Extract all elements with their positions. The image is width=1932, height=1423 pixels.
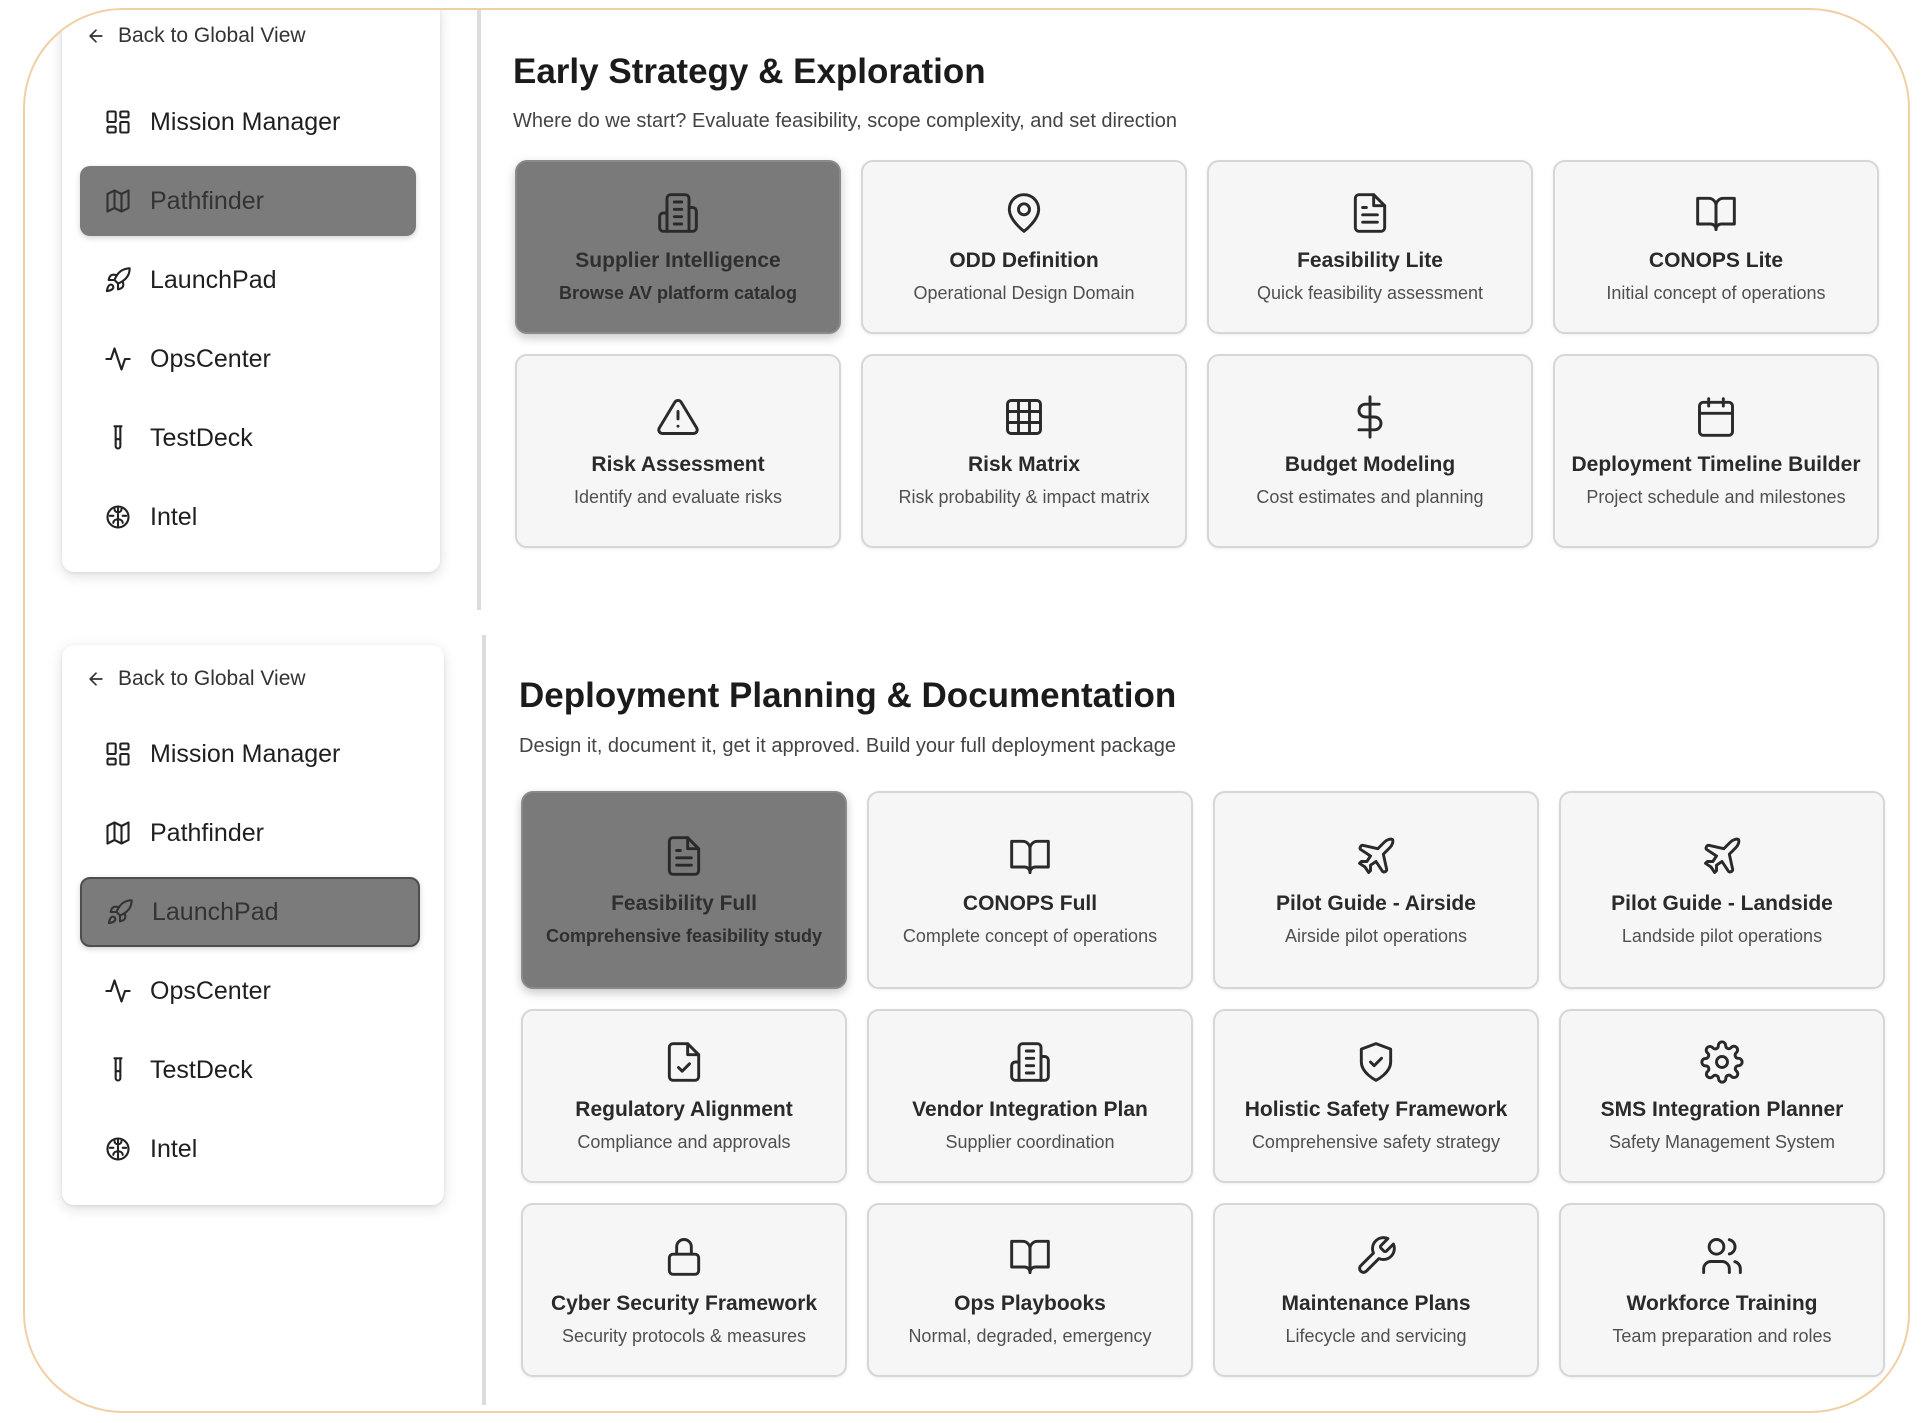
card-title: Risk Assessment [591, 452, 765, 476]
card-vendor-integration-plan[interactable] [867, 1009, 1193, 1183]
page-subtitle: Where do we start? Evaluate feasibility, scope complexity, and set direction [513, 110, 1178, 132]
card-deployment-timeline-builder[interactable] [1553, 354, 1879, 548]
sidebar-item-label: LaunchPad [152, 897, 279, 926]
sidebar-item-pathfinder[interactable] [80, 166, 416, 236]
card-risk-matrix[interactable] [861, 354, 1187, 548]
card-feasibility-lite[interactable] [1207, 160, 1533, 334]
card-holistic-safety-framework[interactable] [1213, 1009, 1539, 1183]
activity-icon [104, 977, 132, 1005]
sidebar-item-label: Intel [150, 1134, 198, 1163]
panel-divider [477, 10, 481, 610]
back-link-label: Back to Global View [118, 667, 306, 690]
gear-icon [1699, 1039, 1745, 1085]
card-pilot-guide-airside[interactable] [1213, 791, 1539, 989]
card-description: Risk probability & impact matrix [898, 486, 1150, 507]
screenshot-frame [23, 8, 1910, 1413]
back-to-global-view-link[interactable] [86, 667, 306, 691]
card-description: Landside pilot operations [1621, 925, 1823, 946]
card-description: Normal, degraded, emergency [908, 1325, 1152, 1346]
card-title: Holistic Safety Framework [1244, 1097, 1508, 1121]
card-title: Feasibility Lite [1297, 248, 1443, 272]
file-check-icon [661, 1039, 707, 1085]
calendar-icon [1693, 394, 1739, 440]
card-title: Risk Matrix [967, 452, 1081, 476]
lock-icon [661, 1233, 707, 1279]
test-tube-icon [104, 424, 132, 452]
shield-check-icon [1353, 1039, 1399, 1085]
card-description: Project schedule and milestones [1586, 486, 1846, 507]
sidebar-item-label: TestDeck [150, 1055, 253, 1084]
card-description: Browse AV platform catalog [558, 282, 798, 303]
sidebar-item-label: OpsCenter [150, 976, 271, 1005]
card-title: Maintenance Plans [1281, 1291, 1471, 1315]
plane-icon [1699, 833, 1745, 879]
grid-icon [1001, 394, 1047, 440]
dollar-icon [1347, 394, 1393, 440]
card-title: Budget Modeling [1284, 452, 1456, 476]
sidebar-item-label: Pathfinder [150, 186, 264, 215]
card-title: Cyber Security Framework [550, 1291, 818, 1315]
sidebar-item-intel[interactable] [80, 482, 416, 552]
card-description: Comprehensive feasibility study [545, 925, 823, 946]
tool-card-grid [521, 791, 1885, 1377]
brain-icon [104, 503, 132, 531]
card-workforce-training[interactable] [1559, 1203, 1885, 1377]
building-icon [1007, 1039, 1053, 1085]
card-title: Workforce Training [1626, 1291, 1818, 1315]
map-icon [104, 187, 132, 215]
book-open-icon [1693, 190, 1739, 236]
card-description: Compliance and approvals [577, 1131, 791, 1152]
back-to-global-view-link[interactable] [86, 24, 306, 48]
arrow-left-icon [86, 26, 106, 46]
sidebar-item-label: Intel [150, 502, 198, 531]
panel-launchpad [25, 635, 1910, 1405]
sidebar-item-launchpad[interactable] [80, 245, 416, 315]
page-title: Early Strategy & Exploration [513, 52, 986, 91]
rocket-icon [104, 266, 132, 294]
page-title: Deployment Planning & Documentation [519, 676, 1177, 715]
map-pin-icon [1001, 190, 1047, 236]
card-title: Deployment Timeline Builder [1571, 452, 1861, 476]
card-sms-integration-planner[interactable] [1559, 1009, 1885, 1183]
arrow-left-icon [86, 669, 106, 689]
sidebar-item-opscenter[interactable] [80, 956, 420, 1026]
map-icon [104, 819, 132, 847]
card-description: Safety Management System [1608, 1131, 1836, 1152]
building-icon [655, 190, 701, 236]
file-text-icon [661, 833, 707, 879]
book-open-icon [1007, 1233, 1053, 1279]
card-feasibility-full[interactable] [521, 791, 847, 989]
card-maintenance-plans[interactable] [1213, 1203, 1539, 1377]
alert-triangle-icon [655, 394, 701, 440]
card-description: Comprehensive safety strategy [1251, 1131, 1501, 1152]
card-description: Security protocols & measures [561, 1325, 807, 1346]
card-title: Regulatory Alignment [575, 1097, 793, 1121]
layout-grid-icon [104, 740, 132, 768]
sidebar-item-mission-manager[interactable] [80, 87, 416, 157]
test-tube-icon [104, 1056, 132, 1084]
panel-divider [482, 635, 486, 1405]
sidebar-item-label: Mission Manager [150, 107, 341, 136]
card-title: ODD Definition [949, 248, 1099, 272]
card-description: Complete concept of operations [902, 925, 1158, 946]
card-title: Pilot Guide - Airside [1276, 891, 1476, 915]
sidebar-item-label: Pathfinder [150, 818, 264, 847]
card-title: CONOPS Full [962, 891, 1098, 915]
sidebar-item-testdeck[interactable] [80, 403, 416, 473]
card-title: Feasibility Full [611, 891, 757, 915]
card-title: Supplier Intelligence [575, 248, 781, 272]
sidebar-item-label: TestDeck [150, 423, 253, 452]
card-description: Quick feasibility assessment [1256, 282, 1484, 303]
sidebar-item-testdeck[interactable] [80, 1035, 420, 1105]
panel-pathfinder [25, 10, 1910, 610]
users-icon [1699, 1233, 1745, 1279]
sidebar-item-pathfinder[interactable] [80, 798, 420, 868]
card-title: Vendor Integration Plan [912, 1097, 1148, 1121]
sidebar [62, 8, 440, 572]
sidebar-item-label: Mission Manager [150, 739, 341, 768]
card-title: SMS Integration Planner [1600, 1097, 1844, 1121]
tool-card-grid [515, 160, 1879, 548]
book-open-icon [1007, 833, 1053, 879]
card-description: Lifecycle and servicing [1285, 1325, 1467, 1346]
card-description: Airside pilot operations [1284, 925, 1468, 946]
sidebar-item-label: OpsCenter [150, 344, 271, 373]
back-link-label: Back to Global View [118, 24, 306, 47]
sidebar-item-launchpad[interactable] [80, 877, 420, 947]
card-description: Operational Design Domain [913, 282, 1135, 303]
card-description: Initial concept of operations [1606, 282, 1826, 303]
card-title: Pilot Guide - Landside [1611, 891, 1833, 915]
card-conops-lite[interactable] [1553, 160, 1879, 334]
card-odd-definition[interactable] [861, 160, 1187, 334]
card-description: Cost estimates and planning [1256, 486, 1484, 507]
sidebar-item-mission-manager[interactable] [80, 719, 420, 789]
card-budget-modeling[interactable] [1207, 354, 1533, 548]
card-description: Team preparation and roles [1612, 1325, 1832, 1346]
card-description: Supplier coordination [945, 1131, 1115, 1152]
card-regulatory-alignment[interactable] [521, 1009, 847, 1183]
layout-grid-icon [104, 108, 132, 136]
file-text-icon [1347, 190, 1393, 236]
sidebar-item-opscenter[interactable] [80, 324, 416, 394]
card-conops-full[interactable] [867, 791, 1193, 989]
activity-icon [104, 345, 132, 373]
card-ops-playbooks[interactable] [867, 1203, 1193, 1377]
sidebar-item-intel[interactable] [80, 1114, 420, 1184]
brain-icon [104, 1135, 132, 1163]
plane-icon [1353, 833, 1399, 879]
card-pilot-guide-landside[interactable] [1559, 791, 1885, 989]
sidebar-item-label: LaunchPad [150, 265, 277, 294]
card-cyber-security-framework[interactable] [521, 1203, 847, 1377]
wrench-icon [1353, 1233, 1399, 1279]
card-title: Ops Playbooks [954, 1291, 1106, 1315]
card-title: CONOPS Lite [1648, 248, 1784, 272]
card-risk-assessment[interactable] [515, 354, 841, 548]
rocket-icon [106, 898, 134, 926]
page-subtitle: Design it, document it, get it approved. Build your full deployment package [519, 735, 1177, 757]
card-supplier-intelligence[interactable] [515, 160, 841, 334]
sidebar [62, 645, 444, 1205]
card-description: Identify and evaluate risks [573, 486, 783, 507]
